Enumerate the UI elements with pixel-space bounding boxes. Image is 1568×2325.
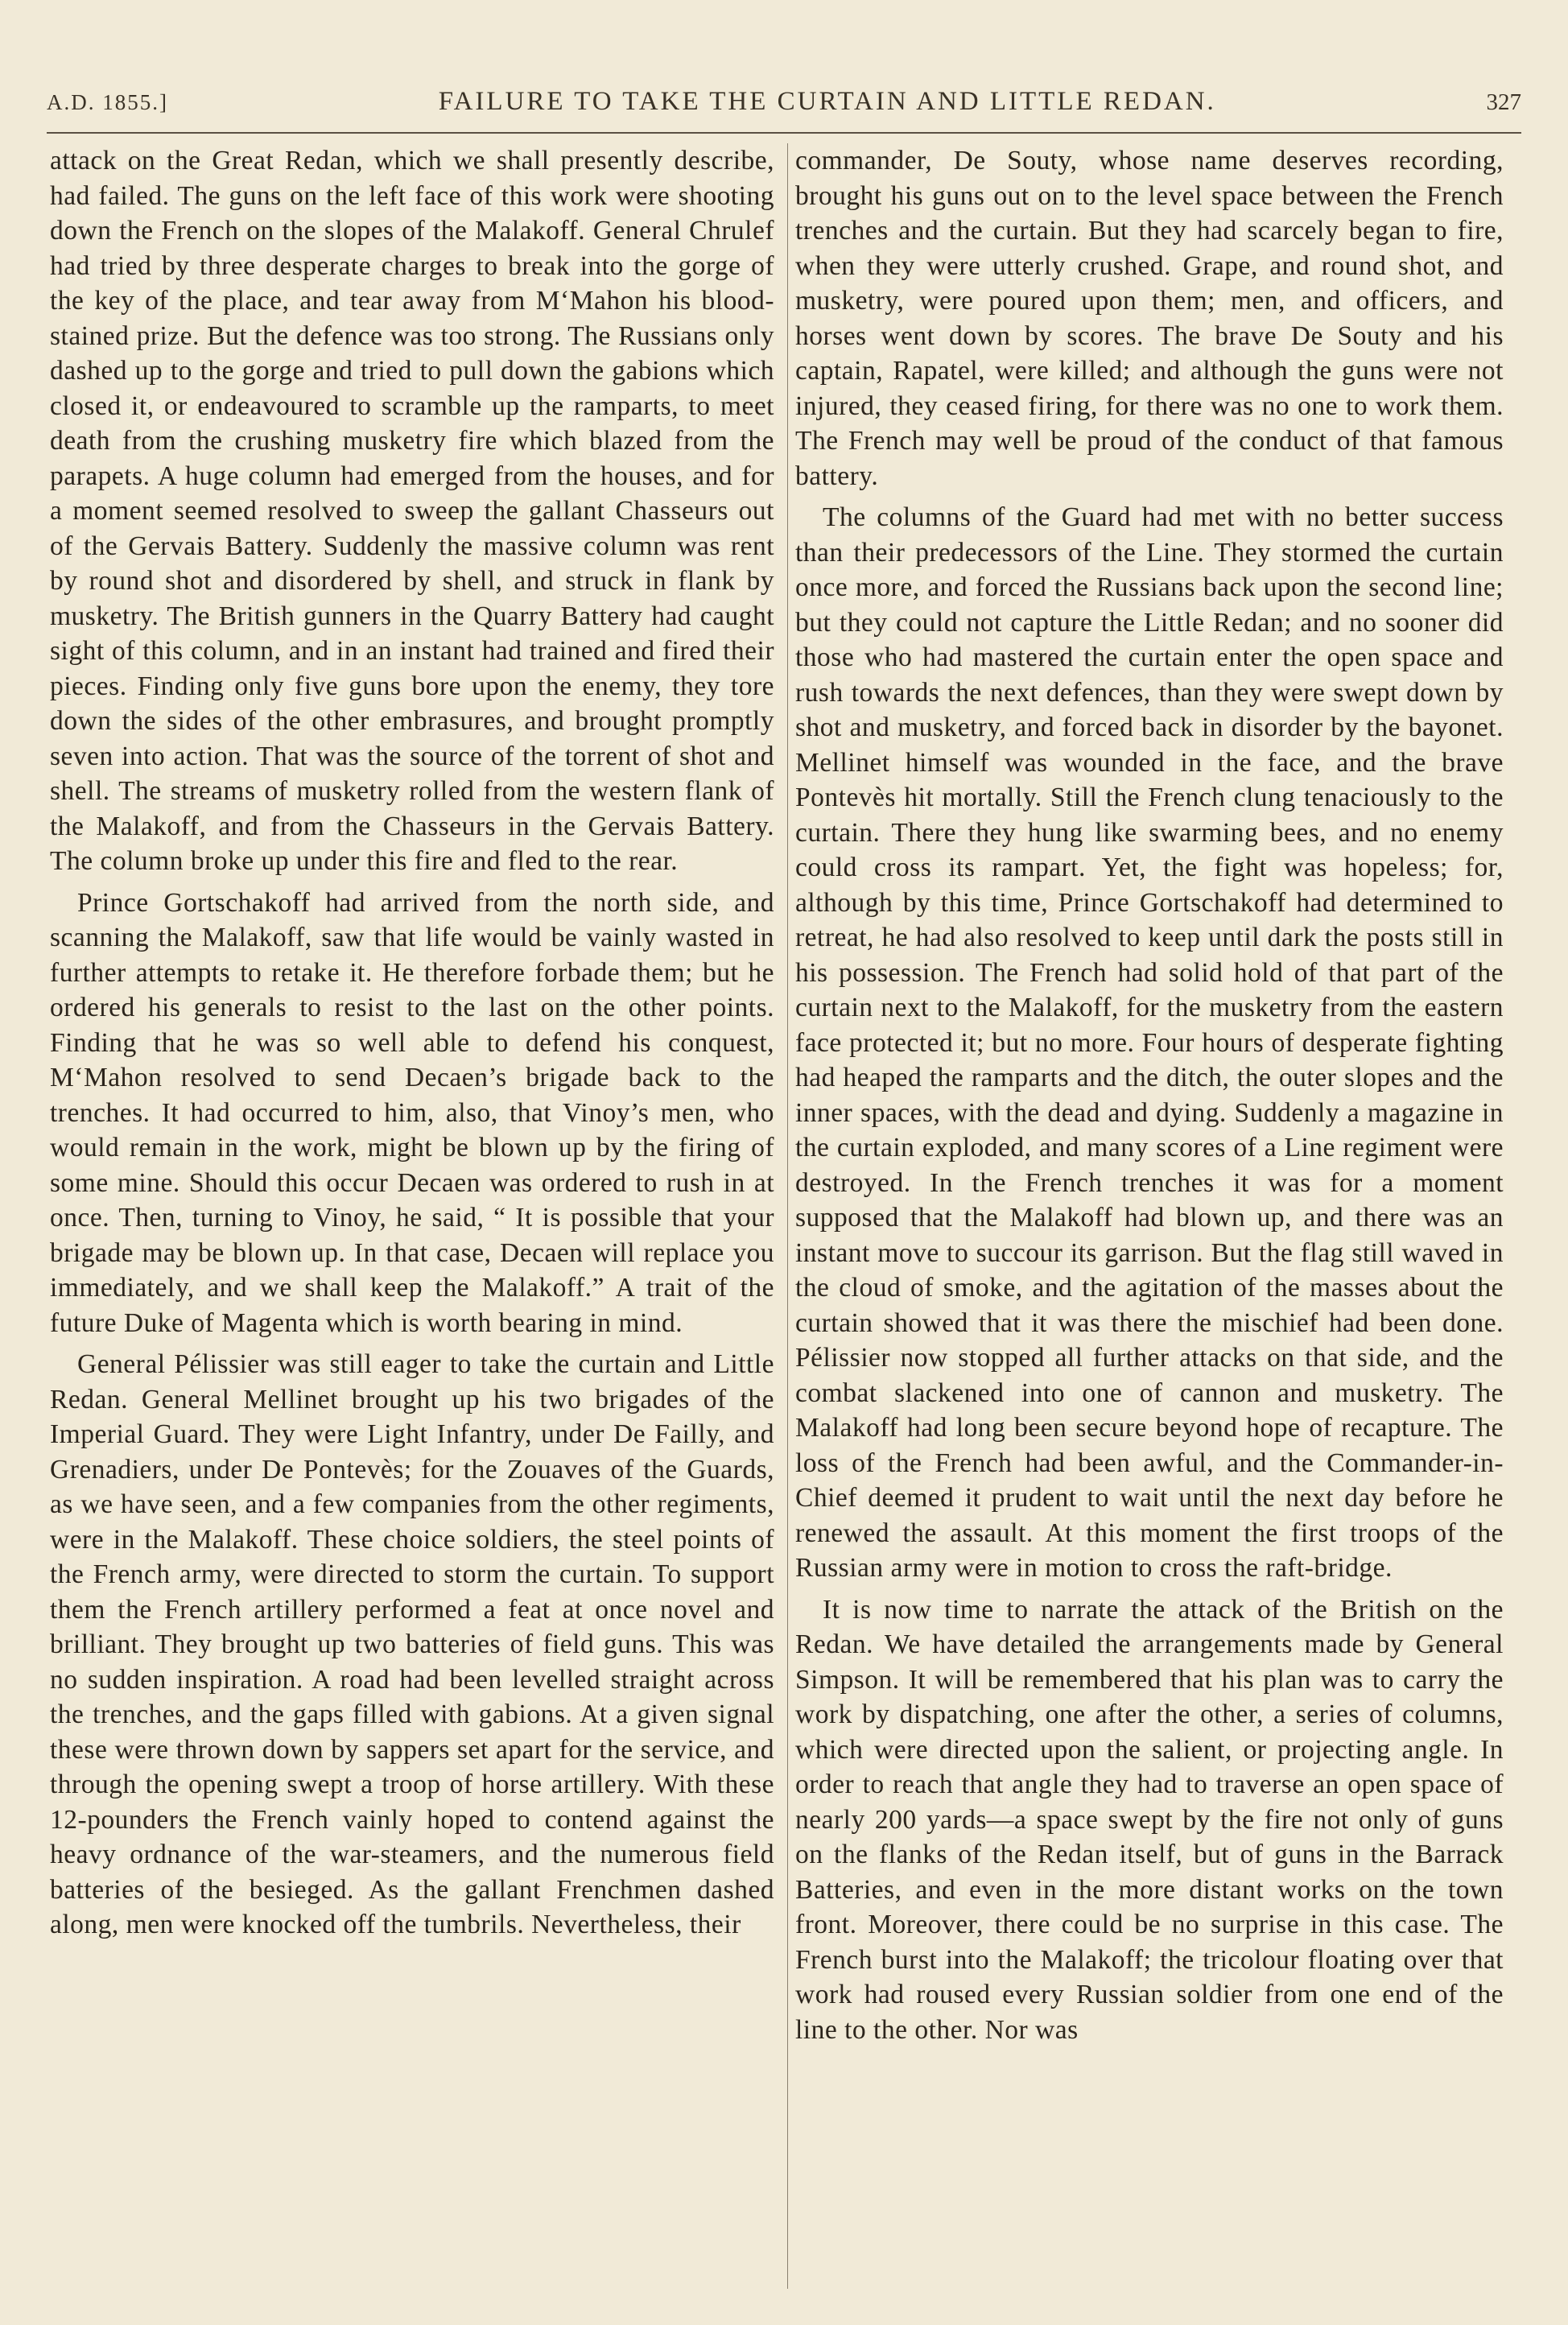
header-title: FAILURE TO TAKE THE CURTAIN AND LITTLE REDAN. <box>438 87 1216 116</box>
paragraph: General Pélissier was still eager to take the curtain and Little Redan. General Mellinet brought up his two brigades of the Imperial Guard. They were Light Infantry, under De Failly, and Grenadiers, under De Pontevès; for the Zouaves of the Guards, as we have seen, and a few companies from the other regiments, were in the Malakoff. These choice soldiers, the steel points of the French army, were directed to storm the curtain. To support them the French artillery performed a feat at once novel and brilliant. They brought up two batteries of field guns. This was no sudden inspiration. A road had been levelled straight across the trenches, and the gaps filled with gabions. At a given signal these were thrown down by sappers set apart for the service, and through the opening swept a troop of horse artillery. With these 12-pounders the French vainly hoped to contend against the heavy ordnance of the war-steamers, and the numerous field batteries of the besieged. As the gallant Frenchmen dashed along, men were knocked off the tumbrils. Nevertheless, their <box>50 1349 774 1939</box>
running-head <box>47 87 1521 127</box>
paragraph: The columns of the Guard had met with no better success than their predecessors of the Line. They stormed the curtain once more, and forced the Russians back upon the second line; but they could not capture the Little Redan; and no sooner did those who had mastered the curtain enter the open space and rush towards the next defences, than they were swept down by shot and musketry, and forced back in disorder by the bayonet. Mellinet himself was wounded in the face, and the brave Pontevès hit mortally. Still the French clung tenaciously to the curtain. There they hung like swarming bees, and no enemy could cross its rampart. Yet, the fight was hopeless; for, although by this time, Prince Gortschakoff had determined to retreat, he had also resolved to keep until dark the posts still in his possession. The French had solid hold of that part of the curtain next to the Malakoff, for the musketry from the eastern face protected it; but no more. Four hours of desperate fighting had heaped the ramparts and the ditch, the outer slopes and the inner spaces, with the dead and dying. Suddenly a magazine in the curtain exploded, and many scores of a Line regiment were destroyed. In the French trenches it was for a moment supposed that the Malakoff had blown up, and there was an instant move to succour its garrison. But the flag still waved in the cloud of smoke, and the agitation of the masses about the curtain showed that it was there the mischief had been done. Pélissier now stopped all further attacks on that side, and the combat slackened into one of cannon and musketry. The Malakoff had long been secure beyond hope of recapture. The loss of the French had been awful, and the Commander-in-Chief deemed it prudent to wait until the next day before he renewed the assault. At this moment the first troops of the Russian army were in motion to cross the raft-bridge. <box>795 502 1504 1583</box>
page-number: 327 <box>1486 89 1521 115</box>
paragraph: Prince Gortschakoff had arrived from the north side, and scanning the Malakoff, saw that life would be vainly wasted in further attempts to retake it. He therefore forbade them; but he ordered his generals to resist to the last on the other points. Finding that he was so well able to defend his conquest, M‘Mahon resolved to send Decaen’s brigade back to the trenches. It had occurred to him, also, that Vinoy’s men, who would remain in the work, might be blown up by the firing of some mine. Should this occur Decaen was ordered to rush in at once. Then, turning to Vinoy, he said, “ It is possible that your brigade may be blown up. In that case, Decaen will replace you immediately, and we shall keep the Malakoff.” A trait of the future Duke of Magenta which is worth bearing in mind. <box>50 887 774 1338</box>
paragraph: commander, De Souty, whose name deserves recording, brought his guns out on to the level space between the French trenches and the curtain. But they had scarcely began to fire, when they were utterly crushed. Grape, and round shot, and musketry, were poured upon them; men, and officers, and horses went down by scores. The brave De Souty and his captain, Rapatel, were killed; and although the guns were not injured, they ceased firing, for there was no one to work them. The French may well be proud of the conduct of that famous battery. <box>795 146 1504 491</box>
header-date: A.D. 1855.] <box>47 90 168 114</box>
left-column <box>50 143 774 2301</box>
right-column <box>795 143 1504 2301</box>
header-rule <box>47 132 1521 134</box>
column-divider <box>787 143 788 2289</box>
paragraph: attack on the Great Redan, which we shall presently describe, had failed. The guns on the left face of this work were shooting down the French on the slopes of the Malakoff. General Chrulef had tried by three desperate charges to break into the gorge of the key of the place, and tear away from M‘Mahon his blood-stained prize. But the defence was too strong. The Russians only dashed up to the gorge and tried to pull down the gabions which closed it, or endeavoured to scramble up the ramparts, to meet death from the crushing musketry fire which blazed from the parapets. A huge column had emerged from the houses, and for a moment seemed resolved to sweep the gallant Chasseurs out of the Gervais Battery. Suddenly the massive column was rent by round shot and disordered by shell, and struck in flank by musketry. The British gunners in the Quarry Battery had caught sight of this column, and in an instant had trained and fired their pieces. Finding only five guns bore upon the enemy, they tore down the sides of the other embrasures, and brought promptly seven into action. That was the source of the torrent of shot and shell. The streams of musketry rolled from the western flank of the Malakoff, and from the Chasseurs in the Gervais Battery. The column broke up under this fire and fled to the rear. <box>50 146 774 876</box>
paragraph: It is now time to narrate the attack of the British on the Redan. We have detailed the arrangements made by General Simpson. It will be remembered that his plan was to carry the work by dispatching, one after the other, a series of columns, which were directed upon the salient, or projecting angle. In order to reach that angle they had to traverse an open space of nearly 200 yards—a space swept by the fire not only of guns on the flanks of the Redan itself, but of guns in the Barrack Batteries, and even in the more distant works on the town front. Moreover, there could be no surprise in this case. The French burst into the Malakoff; the tricolour floating over that work had roused every Russian soldier from one end of the line to the other. Nor was <box>795 1594 1504 2045</box>
